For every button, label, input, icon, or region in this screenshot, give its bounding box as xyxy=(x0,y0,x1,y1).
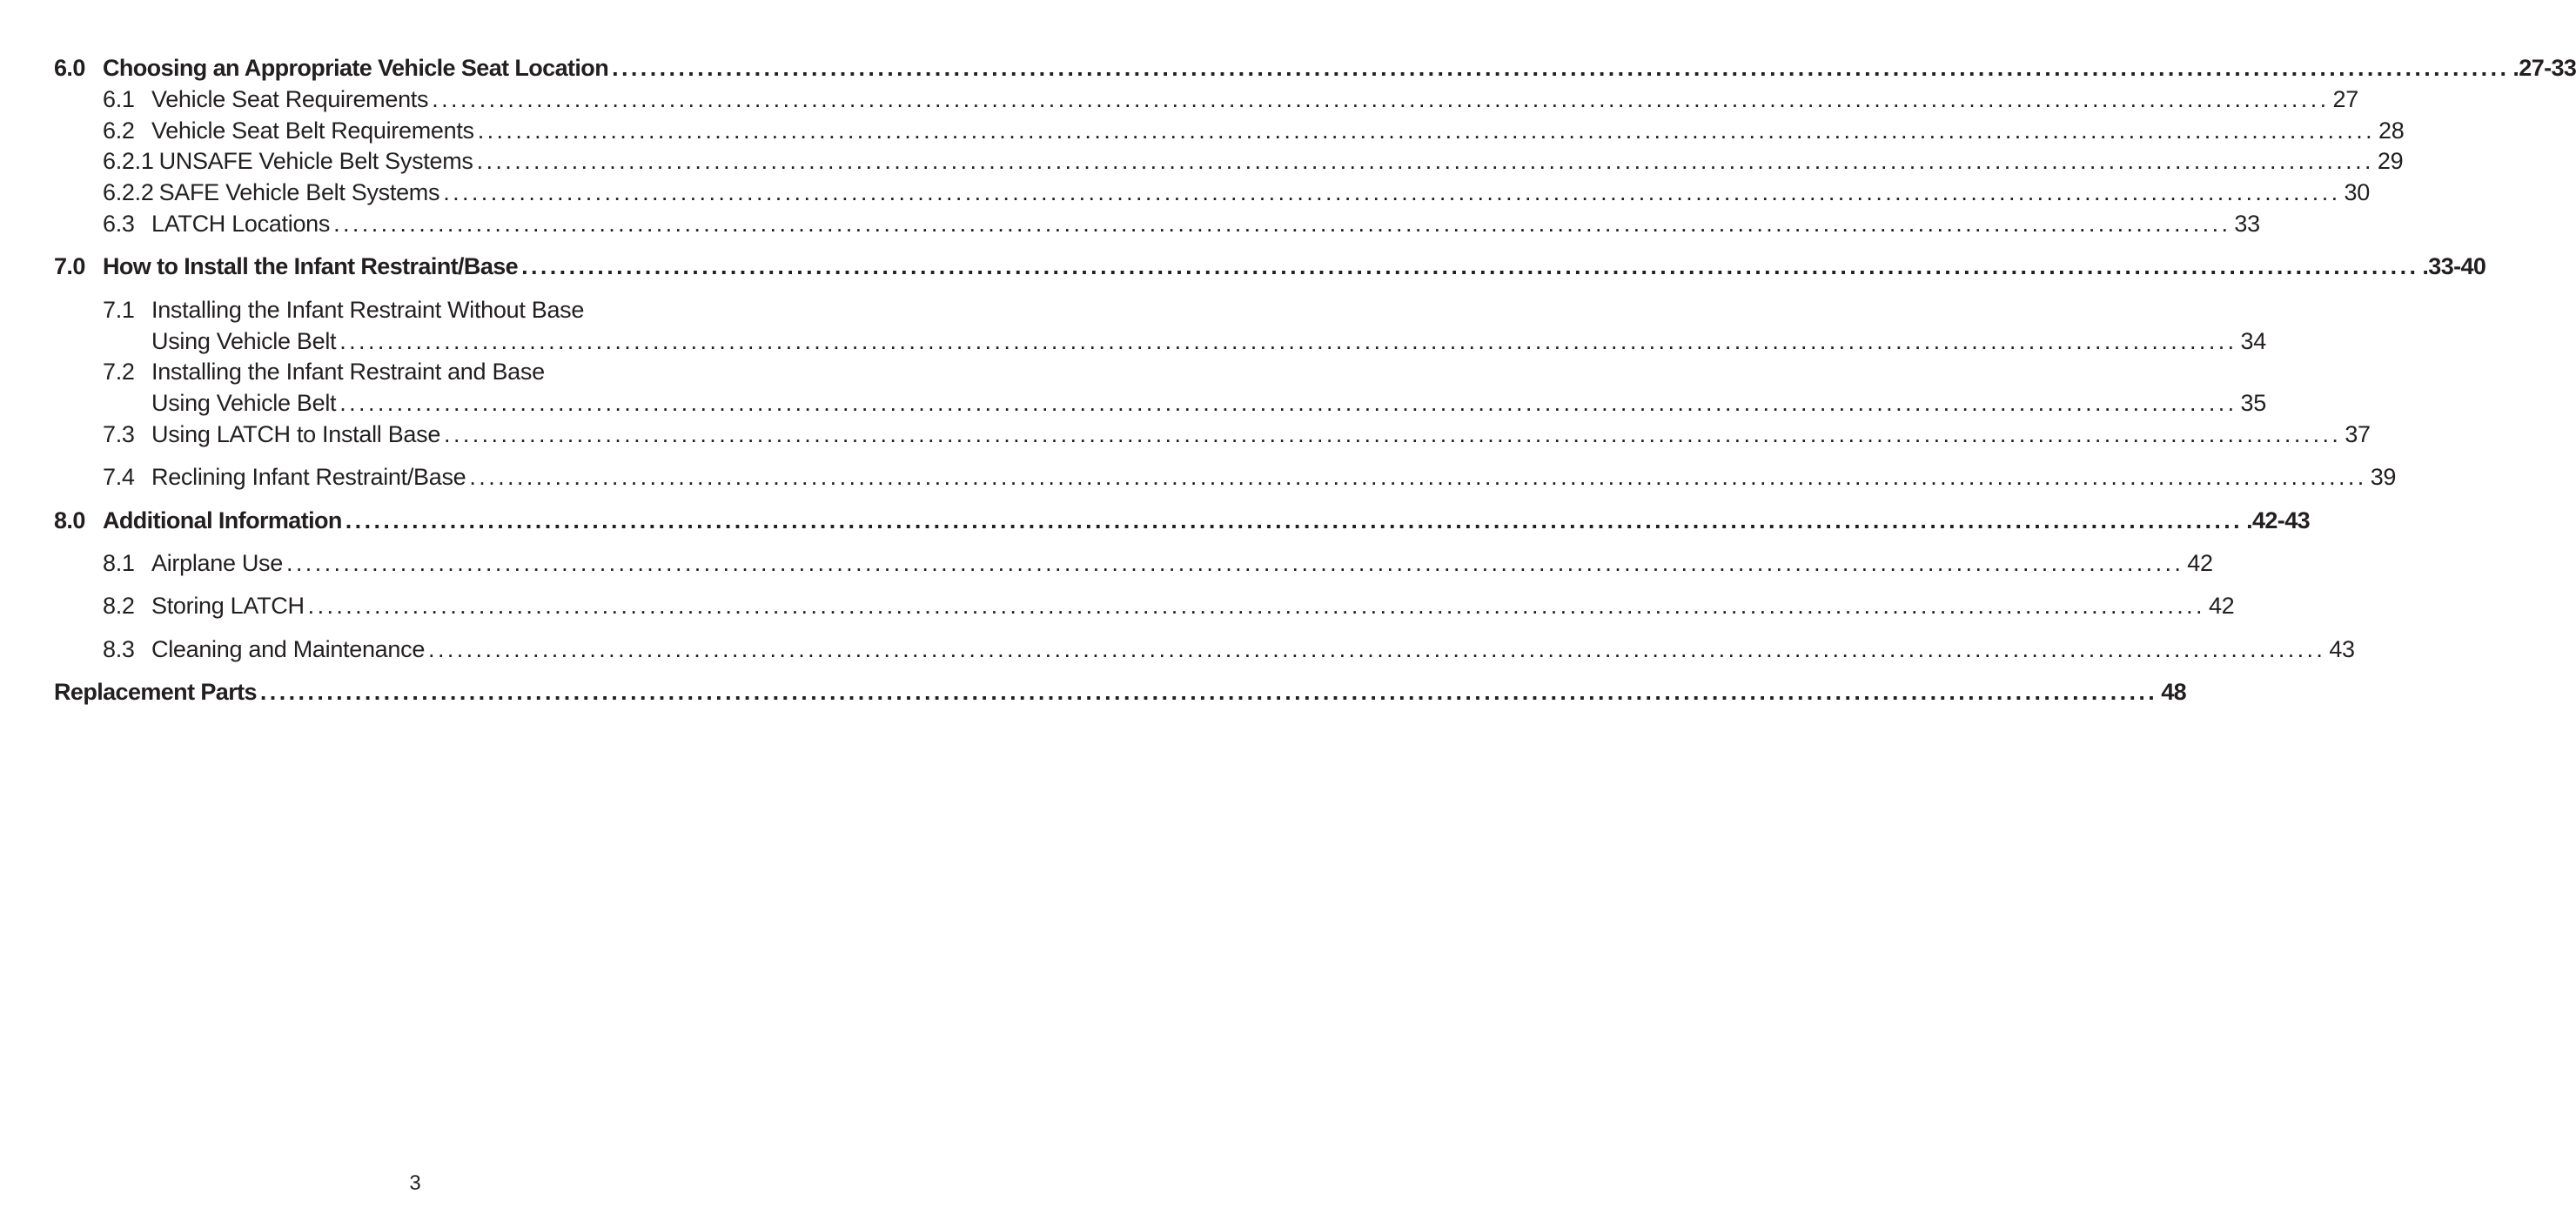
toc-item-6-1[interactable] xyxy=(54,81,2358,112)
item-title: SAFE Vehicle Belt Systems xyxy=(158,179,440,205)
item-number: 8.2 xyxy=(103,593,135,619)
item-page: 30 xyxy=(2344,179,2370,205)
section-page: .27-33 xyxy=(2512,55,2576,81)
dot-leader: ........................................................................................................................................................................................................ xyxy=(521,253,2419,279)
toc-item-6-2-1[interactable] xyxy=(54,143,2404,174)
item-title-continued: Using Vehicle Belt xyxy=(151,328,337,354)
dot-leader: ........................................................................................................................................................................................................ xyxy=(307,593,2205,619)
item-number: 6.2 xyxy=(103,117,135,144)
item-number: 6.1 xyxy=(103,86,135,112)
item-page: 28 xyxy=(2378,117,2405,144)
dot-leader: ........................................................................................................................................................................................................ xyxy=(477,117,2376,144)
item-page: 35 xyxy=(2240,390,2266,416)
item-number: 6.2.1 xyxy=(103,148,154,174)
item-number: 8.3 xyxy=(103,636,135,662)
section-page: .42-43 xyxy=(2246,507,2311,533)
item-number: 7.3 xyxy=(103,421,135,447)
dot-leader: ........................................................................................................................................................................................................ xyxy=(333,211,2231,237)
toc-section-6[interactable] xyxy=(54,50,2576,81)
toc-item-7-1[interactable] xyxy=(54,292,780,323)
section-title: Choosing an Appropriate Vehicle Seat Location xyxy=(103,55,609,81)
dot-leader: ........................................................................................................................................................................................................ xyxy=(345,507,2244,533)
item-title: Cleaning and Maintenance xyxy=(151,636,426,662)
item-title: Installing the Infant Restraint Without Base xyxy=(151,297,585,323)
item-title: Reclining Infant Restraint/Base xyxy=(151,464,466,490)
dot-leader: ........................................................................................................................................................................................................ xyxy=(444,421,2342,447)
toc-section-8[interactable] xyxy=(54,502,2311,533)
toc-item-7-4[interactable] xyxy=(54,459,2397,490)
item-page: 42 xyxy=(2208,593,2235,619)
section-number: 8.0 xyxy=(54,507,85,533)
item-number: 7.4 xyxy=(103,464,135,490)
section-title: Replacement Parts xyxy=(54,679,257,705)
item-title: Vehicle Seat Belt Requirements xyxy=(151,117,474,144)
dot-leader: ........................................................................................................................................................................................................ xyxy=(339,390,2237,416)
section-number: 6.0 xyxy=(54,55,85,81)
item-number: 6.3 xyxy=(103,211,135,237)
item-title-continued: Using Vehicle Belt xyxy=(151,390,337,416)
toc-replacement-parts[interactable] xyxy=(54,674,2187,705)
item-number: 7.2 xyxy=(103,359,135,385)
toc-item-7-1-continued[interactable] xyxy=(54,323,2266,354)
toc-item-7-2[interactable] xyxy=(54,353,780,385)
section-title: How to Install the Infant Restraint/Base xyxy=(103,253,519,279)
dot-leader: ........................................................................................................................................................................................................ xyxy=(443,179,2341,205)
item-page: 34 xyxy=(2240,328,2266,354)
dot-leader: ........................................................................................................................................................................................................ xyxy=(285,550,2184,576)
item-title: Installing the Infant Restraint and Base xyxy=(151,359,545,385)
toc-item-7-3[interactable] xyxy=(54,416,2371,447)
toc-item-7-2-continued[interactable] xyxy=(54,385,2266,416)
item-title: Vehicle Seat Requirements xyxy=(151,86,429,112)
item-page: 39 xyxy=(2370,464,2397,490)
toc-item-6-3[interactable] xyxy=(54,205,2260,237)
dot-leader: ........................................................................................................................................................................................................ xyxy=(428,636,2326,662)
page-number: 3 xyxy=(409,1171,421,1195)
dot-leader: ........................................................................................................................................................................................................ xyxy=(339,328,2237,354)
dot-leader: ........................................................................................................................................................................................................ xyxy=(469,464,2367,490)
item-title: Using LATCH to Install Base xyxy=(151,421,441,447)
item-page: 29 xyxy=(2377,148,2404,174)
dot-leader: ........................................................................................................................................................................................................ xyxy=(432,86,2330,112)
toc-item-8-3[interactable] xyxy=(54,631,2355,662)
item-page: 27 xyxy=(2332,86,2358,112)
section-title: Additional Information xyxy=(103,507,342,533)
dot-leader: ........................................................................................................................................................................................................ xyxy=(612,55,2510,81)
section-page: 48 xyxy=(2161,679,2187,705)
dot-leader: ........................................................................................................................................................................................................ xyxy=(476,148,2374,174)
section-page: .33-40 xyxy=(2422,253,2486,279)
toc-item-8-2[interactable] xyxy=(54,587,2235,619)
item-number: 6.2.2 xyxy=(103,179,154,205)
toc-item-6-2[interactable] xyxy=(54,112,2405,144)
dot-leader: ........................................................................................................................................................................................................ xyxy=(259,679,2158,705)
item-page: 33 xyxy=(2234,211,2260,237)
item-title: Storing LATCH xyxy=(151,593,305,619)
item-page: 42 xyxy=(2187,550,2213,576)
item-page: 43 xyxy=(2329,636,2355,662)
item-number: 7.1 xyxy=(103,297,135,323)
section-number: 7.0 xyxy=(54,253,85,279)
item-number: 8.1 xyxy=(103,550,135,576)
toc-section-7[interactable] xyxy=(54,248,2486,279)
item-title: LATCH Locations xyxy=(151,211,331,237)
item-page: 37 xyxy=(2345,421,2371,447)
toc-item-8-1[interactable] xyxy=(54,545,2213,576)
item-title: UNSAFE Vehicle Belt Systems xyxy=(158,148,473,174)
item-title: Airplane Use xyxy=(151,550,283,576)
toc-item-6-2-2[interactable] xyxy=(54,174,2370,205)
